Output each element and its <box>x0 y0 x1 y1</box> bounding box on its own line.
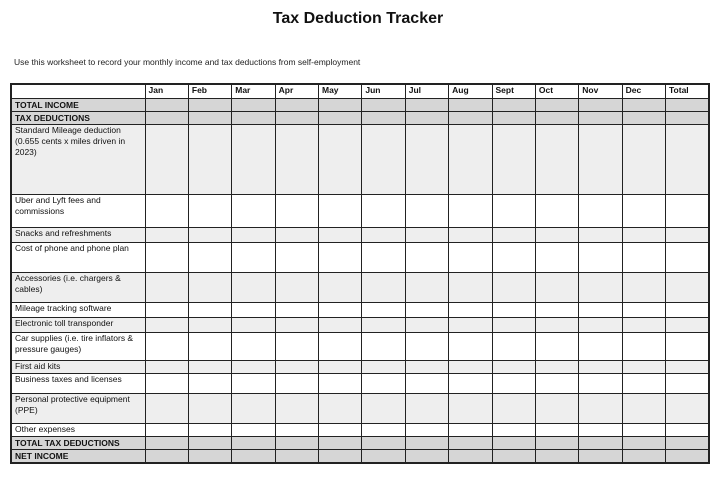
entry-cell[interactable] <box>449 303 492 318</box>
entry-cell[interactable] <box>275 424 318 437</box>
entry-cell[interactable] <box>492 394 535 424</box>
entry-cell[interactable] <box>405 112 448 125</box>
entry-cell[interactable] <box>275 195 318 228</box>
entry-cell[interactable] <box>666 424 710 437</box>
table-row <box>11 99 709 112</box>
entry-cell[interactable] <box>319 112 362 125</box>
entry-cell[interactable] <box>622 374 665 394</box>
entry-cell[interactable] <box>492 374 535 394</box>
column-header: Aug <box>449 84 492 99</box>
entry-cell[interactable] <box>275 450 318 464</box>
row-label: Cost of phone and phone plan <box>11 243 145 273</box>
table-row <box>11 361 709 374</box>
row-label: Mileage tracking software <box>11 303 145 318</box>
entry-cell[interactable] <box>535 228 578 243</box>
table-row <box>11 273 709 303</box>
entry-cell[interactable] <box>579 99 622 112</box>
row-label: Personal protective equipment (PPE) <box>11 394 145 424</box>
table-row <box>11 112 709 125</box>
entry-cell[interactable] <box>579 424 622 437</box>
entry-cell[interactable] <box>579 437 622 450</box>
entry-cell[interactable] <box>535 195 578 228</box>
entry-cell[interactable] <box>275 112 318 125</box>
entry-cell[interactable] <box>579 125 622 195</box>
entry-cell[interactable] <box>449 273 492 303</box>
entry-cell[interactable] <box>535 125 578 195</box>
entry-cell[interactable] <box>666 99 710 112</box>
entry-cell[interactable] <box>145 112 188 125</box>
tracker-table <box>10 83 710 464</box>
entry-cell[interactable] <box>362 112 405 125</box>
entry-cell[interactable] <box>232 394 275 424</box>
entry-cell[interactable] <box>145 394 188 424</box>
row-label: Accessories (i.e. chargers & cables) <box>11 273 145 303</box>
page-title: Tax Deduction Tracker <box>272 10 444 27</box>
entry-cell[interactable] <box>275 273 318 303</box>
entry-cell[interactable] <box>579 243 622 273</box>
entry-cell[interactable] <box>145 437 188 450</box>
entry-cell[interactable] <box>232 333 275 361</box>
entry-cell[interactable] <box>622 361 665 374</box>
entry-cell[interactable] <box>666 318 710 333</box>
entry-cell[interactable] <box>622 450 665 464</box>
entry-cell[interactable] <box>405 424 448 437</box>
entry-cell[interactable] <box>362 99 405 112</box>
entry-cell[interactable] <box>319 374 362 394</box>
entry-cell[interactable] <box>188 125 231 195</box>
entry-cell[interactable] <box>145 303 188 318</box>
entry-cell[interactable] <box>405 228 448 243</box>
entry-cell[interactable] <box>405 437 448 450</box>
entry-cell[interactable] <box>666 273 710 303</box>
entry-cell[interactable] <box>188 303 231 318</box>
entry-cell[interactable] <box>535 243 578 273</box>
entry-cell[interactable] <box>362 437 405 450</box>
entry-cell[interactable] <box>362 228 405 243</box>
entry-cell[interactable] <box>188 437 231 450</box>
entry-cell[interactable] <box>362 394 405 424</box>
entry-cell[interactable] <box>232 303 275 318</box>
entry-cell[interactable] <box>535 374 578 394</box>
entry-cell[interactable] <box>449 195 492 228</box>
entry-cell[interactable] <box>145 228 188 243</box>
entry-cell[interactable] <box>405 394 448 424</box>
entry-cell[interactable] <box>188 243 231 273</box>
entry-cell[interactable] <box>145 424 188 437</box>
table-row <box>11 318 709 333</box>
entry-cell[interactable] <box>535 333 578 361</box>
entry-cell[interactable] <box>492 273 535 303</box>
entry-cell[interactable] <box>666 333 710 361</box>
table-row <box>11 374 709 394</box>
entry-cell[interactable] <box>319 318 362 333</box>
entry-cell[interactable] <box>579 333 622 361</box>
entry-cell[interactable] <box>579 361 622 374</box>
row-label: Uber and Lyft fees and commissions <box>11 195 145 228</box>
entry-cell[interactable] <box>622 424 665 437</box>
column-header: Total <box>666 84 710 99</box>
entry-cell[interactable] <box>579 195 622 228</box>
entry-cell[interactable] <box>405 99 448 112</box>
column-header: May <box>319 84 362 99</box>
entry-cell[interactable] <box>232 273 275 303</box>
entry-cell[interactable] <box>275 437 318 450</box>
entry-cell[interactable] <box>579 228 622 243</box>
table-row <box>11 333 709 361</box>
entry-cell[interactable] <box>319 333 362 361</box>
entry-cell[interactable] <box>275 228 318 243</box>
entry-cell[interactable] <box>622 437 665 450</box>
entry-cell[interactable] <box>666 303 710 318</box>
entry-cell[interactable] <box>319 303 362 318</box>
entry-cell[interactable] <box>579 112 622 125</box>
entry-cell[interactable] <box>449 333 492 361</box>
entry-cell[interactable] <box>666 374 710 394</box>
entry-cell[interactable] <box>666 112 710 125</box>
entry-cell[interactable] <box>492 437 535 450</box>
entry-cell[interactable] <box>145 333 188 361</box>
entry-cell[interactable] <box>535 450 578 464</box>
entry-cell[interactable] <box>188 424 231 437</box>
entry-cell[interactable] <box>492 195 535 228</box>
entry-cell[interactable] <box>492 228 535 243</box>
entry-cell[interactable] <box>275 125 318 195</box>
entry-cell[interactable] <box>449 228 492 243</box>
entry-cell[interactable] <box>362 318 405 333</box>
entry-cell[interactable] <box>535 273 578 303</box>
entry-cell[interactable] <box>535 112 578 125</box>
entry-cell[interactable] <box>362 361 405 374</box>
column-header: Nov <box>579 84 622 99</box>
entry-cell[interactable] <box>188 450 231 464</box>
entry-cell[interactable] <box>405 450 448 464</box>
entry-cell[interactable] <box>405 303 448 318</box>
entry-cell[interactable] <box>449 243 492 273</box>
entry-cell[interactable] <box>622 333 665 361</box>
entry-cell[interactable] <box>319 424 362 437</box>
entry-cell[interactable] <box>275 318 318 333</box>
entry-cell[interactable] <box>145 361 188 374</box>
entry-cell[interactable] <box>232 125 275 195</box>
entry-cell[interactable] <box>275 333 318 361</box>
column-header: Sept <box>492 84 535 99</box>
row-label: Standard Mileage deduction (0.655 cents x miles driven in 2023) <box>11 125 145 195</box>
entry-cell[interactable] <box>535 318 578 333</box>
column-header: Jan <box>145 84 188 99</box>
table-row <box>11 394 709 424</box>
entry-cell[interactable] <box>188 273 231 303</box>
entry-cell[interactable] <box>145 318 188 333</box>
entry-cell[interactable] <box>275 361 318 374</box>
entry-cell[interactable] <box>449 374 492 394</box>
entry-cell[interactable] <box>275 374 318 394</box>
entry-cell[interactable] <box>232 424 275 437</box>
entry-cell[interactable] <box>579 394 622 424</box>
entry-cell[interactable] <box>362 195 405 228</box>
entry-cell[interactable] <box>319 273 362 303</box>
table-row <box>11 437 709 450</box>
entry-cell[interactable] <box>492 450 535 464</box>
entry-cell[interactable] <box>232 361 275 374</box>
entry-cell[interactable] <box>449 112 492 125</box>
column-header: Jul <box>405 84 448 99</box>
entry-cell[interactable] <box>622 303 665 318</box>
entry-cell[interactable] <box>362 333 405 361</box>
entry-cell[interactable] <box>188 361 231 374</box>
entry-cell[interactable] <box>275 394 318 424</box>
entry-cell[interactable] <box>405 361 448 374</box>
entry-cell[interactable] <box>405 318 448 333</box>
row-label: First aid kits <box>11 361 145 374</box>
column-header: Feb <box>188 84 231 99</box>
entry-cell[interactable] <box>449 394 492 424</box>
entry-cell[interactable] <box>232 195 275 228</box>
entry-cell[interactable] <box>188 228 231 243</box>
entry-cell[interactable] <box>449 99 492 112</box>
entry-cell[interactable] <box>145 99 188 112</box>
entry-cell[interactable] <box>232 228 275 243</box>
entry-cell[interactable] <box>449 318 492 333</box>
row-label: Snacks and refreshments <box>11 228 145 243</box>
entry-cell[interactable] <box>535 394 578 424</box>
entry-cell[interactable] <box>405 273 448 303</box>
entry-cell[interactable] <box>492 361 535 374</box>
table-row <box>11 243 709 273</box>
entry-cell[interactable] <box>666 228 710 243</box>
entry-cell[interactable] <box>188 374 231 394</box>
entry-cell[interactable] <box>319 125 362 195</box>
entry-cell[interactable] <box>622 99 665 112</box>
entry-cell[interactable] <box>188 318 231 333</box>
entry-cell[interactable] <box>362 374 405 394</box>
row-label: TOTAL INCOME <box>11 99 145 112</box>
table-row <box>11 303 709 318</box>
entry-cell[interactable] <box>319 243 362 273</box>
entry-cell[interactable] <box>319 361 362 374</box>
entry-cell[interactable] <box>145 243 188 273</box>
entry-cell[interactable] <box>145 195 188 228</box>
entry-cell[interactable] <box>405 374 448 394</box>
entry-cell[interactable] <box>145 125 188 195</box>
entry-cell[interactable] <box>579 318 622 333</box>
entry-cell[interactable] <box>449 437 492 450</box>
entry-cell[interactable] <box>362 450 405 464</box>
row-label: TAX DEDUCTIONS <box>11 112 145 125</box>
entry-cell[interactable] <box>492 112 535 125</box>
row-label: Car supplies (i.e. tire inflators & pressure gauges) <box>11 333 145 361</box>
entry-cell[interactable] <box>319 195 362 228</box>
entry-cell[interactable] <box>579 303 622 318</box>
entry-cell[interactable] <box>492 333 535 361</box>
table-row <box>11 125 709 195</box>
entry-cell[interactable] <box>622 228 665 243</box>
entry-cell[interactable] <box>449 361 492 374</box>
entry-cell[interactable] <box>319 437 362 450</box>
entry-cell[interactable] <box>492 424 535 437</box>
entry-cell[interactable] <box>535 424 578 437</box>
entry-cell[interactable] <box>188 195 231 228</box>
entry-cell[interactable] <box>275 243 318 273</box>
column-header: Oct <box>535 84 578 99</box>
entry-cell[interactable] <box>666 394 710 424</box>
entry-cell[interactable] <box>492 125 535 195</box>
header-row <box>11 84 709 99</box>
column-header: Apr <box>275 84 318 99</box>
column-header: Mar <box>232 84 275 99</box>
entry-cell[interactable] <box>405 195 448 228</box>
entry-cell[interactable] <box>232 374 275 394</box>
row-label: TOTAL TAX DEDUCTIONS <box>11 437 145 450</box>
entry-cell[interactable] <box>666 243 710 273</box>
entry-cell[interactable] <box>362 424 405 437</box>
entry-cell[interactable] <box>188 112 231 125</box>
entry-cell[interactable] <box>362 243 405 273</box>
entry-cell[interactable] <box>362 125 405 195</box>
entry-cell[interactable] <box>145 273 188 303</box>
entry-cell[interactable] <box>319 450 362 464</box>
entry-cell[interactable] <box>492 318 535 333</box>
entry-cell[interactable] <box>579 273 622 303</box>
entry-cell[interactable] <box>319 228 362 243</box>
entry-cell[interactable] <box>492 243 535 273</box>
column-header: Jun <box>362 84 405 99</box>
entry-cell[interactable] <box>535 361 578 374</box>
entry-cell[interactable] <box>622 125 665 195</box>
entry-cell[interactable] <box>666 195 710 228</box>
entry-cell[interactable] <box>275 303 318 318</box>
entry-cell[interactable] <box>622 273 665 303</box>
entry-cell[interactable] <box>666 361 710 374</box>
entry-cell[interactable] <box>622 394 665 424</box>
entry-cell[interactable] <box>622 243 665 273</box>
entry-cell[interactable] <box>535 303 578 318</box>
entry-cell[interactable] <box>492 303 535 318</box>
entry-cell[interactable] <box>666 125 710 195</box>
header-corner-cell <box>11 84 145 99</box>
entry-cell[interactable] <box>535 99 578 112</box>
entry-cell[interactable] <box>275 99 318 112</box>
entry-cell[interactable] <box>622 112 665 125</box>
entry-cell[interactable] <box>188 99 231 112</box>
entry-cell[interactable] <box>622 195 665 228</box>
worksheet-instructions: Use this worksheet to record your monthly income and tax deductions from self-employment <box>14 57 361 67</box>
entry-cell[interactable] <box>232 243 275 273</box>
entry-cell[interactable] <box>319 394 362 424</box>
entry-cell[interactable] <box>188 333 231 361</box>
entry-cell[interactable] <box>405 333 448 361</box>
table-row <box>11 450 709 464</box>
entry-cell[interactable] <box>405 125 448 195</box>
entry-cell[interactable] <box>449 424 492 437</box>
entry-cell[interactable] <box>405 243 448 273</box>
row-label: NET INCOME <box>11 450 145 464</box>
column-header: Dec <box>622 84 665 99</box>
row-label: Other expenses <box>11 424 145 437</box>
entry-cell[interactable] <box>666 450 710 464</box>
table-row <box>11 228 709 243</box>
table-row <box>11 424 709 437</box>
entry-cell[interactable] <box>622 318 665 333</box>
entry-cell[interactable] <box>145 374 188 394</box>
entry-cell[interactable] <box>232 112 275 125</box>
entry-cell[interactable] <box>145 450 188 464</box>
entry-cell[interactable] <box>449 125 492 195</box>
entry-cell[interactable] <box>535 437 578 450</box>
entry-cell[interactable] <box>666 437 710 450</box>
entry-cell[interactable] <box>319 99 362 112</box>
entry-cell[interactable] <box>579 450 622 464</box>
entry-cell[interactable] <box>232 99 275 112</box>
entry-cell[interactable] <box>232 450 275 464</box>
row-label: Business taxes and licenses <box>11 374 145 394</box>
entry-cell[interactable] <box>362 303 405 318</box>
entry-cell[interactable] <box>449 450 492 464</box>
table-row <box>11 195 709 228</box>
entry-cell[interactable] <box>579 374 622 394</box>
entry-cell[interactable] <box>188 394 231 424</box>
entry-cell[interactable] <box>232 437 275 450</box>
row-label: Electronic toll transponder <box>11 318 145 333</box>
entry-cell[interactable] <box>492 99 535 112</box>
entry-cell[interactable] <box>362 273 405 303</box>
entry-cell[interactable] <box>232 318 275 333</box>
